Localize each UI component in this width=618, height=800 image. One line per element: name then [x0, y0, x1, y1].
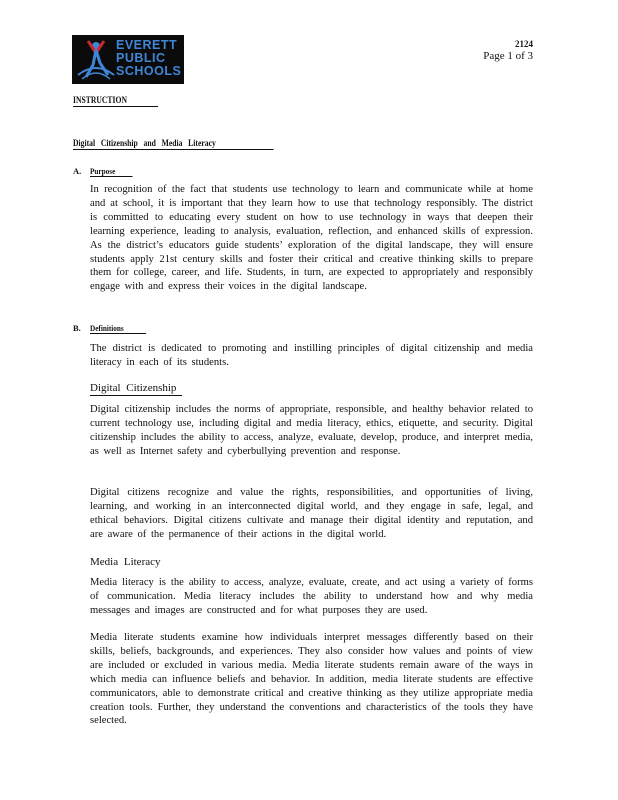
- logo-line-3: SCHOOLS: [116, 64, 182, 78]
- logo-line-1: EVERETT: [116, 38, 178, 52]
- district-logo: [72, 35, 184, 84]
- section-b-letter: B.: [73, 323, 81, 333]
- logo-line-2: PUBLIC: [116, 51, 166, 65]
- student-silhouette-icon: [74, 37, 118, 82]
- digital-citizenship-heading: Digital Citizenship: [90, 382, 176, 394]
- section-a-letter: A.: [73, 166, 82, 176]
- digital-citizenship-paragraph-2: Digital citizens recognize and value the rights, responsibilities, and opportunities of living, learning, and working in an interconnected digital world, and they engage in safe, legal, and ethical behaviors. Digital citizens cultivate and manage their digital identity and reputation, and are aware of the permanence of their actions in the digital world.: [90, 487, 533, 540]
- media-literacy-paragraph-2: Media literate students examine how individuals interpret messages differently based on their skills, beliefs, backgrounds, and experiences. They also consider how values and points of view are included or excluded in various media. Media literate students remain aware of the ways in which media can influence beliefs and behavior. In addition, media literate students are effective communicators, able to demonstrate critical and creative thinking as they utilize appropriate media creation tools. Further, they understand the conventions and characteristics of the tools they have selected.: [90, 632, 533, 727]
- definitions-intro-paragraph: The district is dedicated to promoting and instilling principles of digital citizenship and media literacy in each of its students.: [90, 343, 533, 368]
- category-heading: INSTRUCTION: [73, 95, 127, 105]
- policy-code: 2124: [515, 39, 533, 49]
- page-indicator: Page 1 of 3: [483, 50, 533, 62]
- media-literacy-heading: Media Literacy: [90, 556, 161, 568]
- media-literacy-paragraph-1: Media literacy is the ability to access, analyze, evaluate, create, and act using a variety of forms of communication. Media literacy includes the ability to understand how and why media messages and images are constructed and for what purposes they are used.: [90, 577, 533, 616]
- document-title: Digital Citizenship and Media Literacy: [73, 138, 216, 148]
- section-b-title: Definitions: [90, 323, 124, 333]
- page-number-block: [483, 38, 533, 62]
- section-a-title: Purpose: [90, 166, 115, 176]
- purpose-paragraph: In recognition of the fact that students use technology to learn and communicate while at home and at school, it is important that they learn how to use that technology responsibly. The district is committed to educating every student on how to use technology in ways that deepen their learning experience, leading to analysis, evaluation, reflection, and enhanced skills of expression. As the district’s educators guide students’ exploration of the digital landscape, they will ensure students apply 21st century skills and foster their critical and creative thinking skills to prepare them for college, career, and life. Students, in turn, are expected to appropriately and responsibly engage with and express their voices in the digital landscape.: [90, 184, 533, 293]
- digital-citizenship-paragraph-1: Digital citizenship includes the norms of appropriate, responsible, and healthy behavior related to current technology use, including digital and media literacy, ethics, etiquette, and security. Digital citizenship includes the ability to access, analyze, evaluate, develop, produce, and interpret media, as well as Internet safety and cyberbullying prevention and response.: [90, 404, 533, 457]
